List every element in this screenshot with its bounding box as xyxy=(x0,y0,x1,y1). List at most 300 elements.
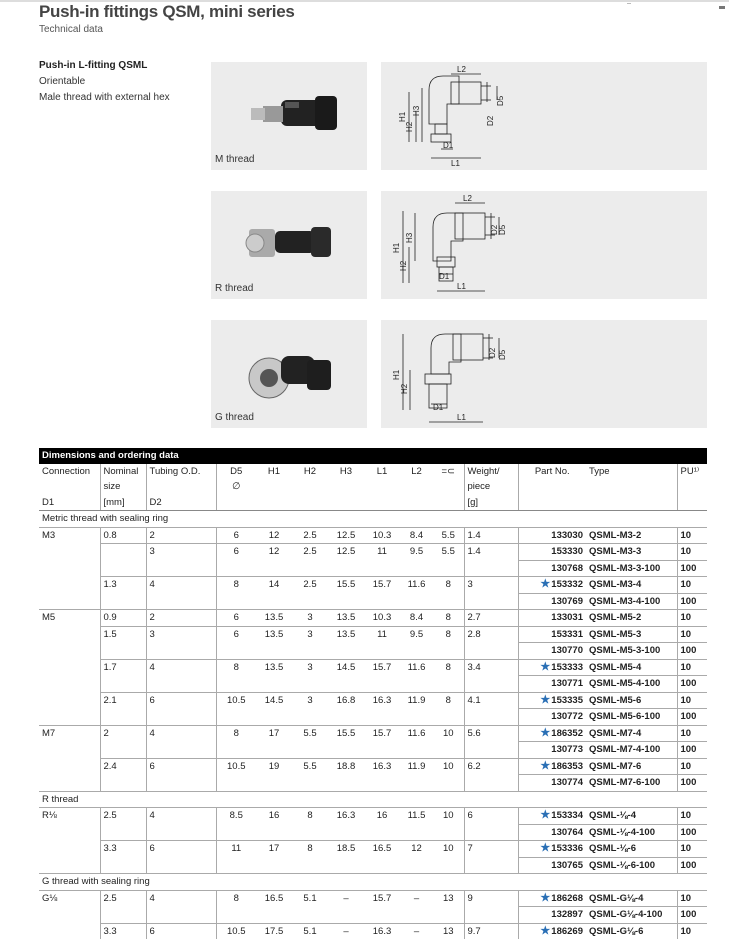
star-icon: ★ xyxy=(540,661,550,673)
cell-h1 xyxy=(256,907,292,924)
table-row xyxy=(39,676,707,693)
label-l1-g: L1 xyxy=(457,413,466,422)
cell-conn: G⅛ xyxy=(39,890,100,907)
table-row xyxy=(39,890,707,907)
label-h1-g: H1 xyxy=(392,369,401,380)
label-d2-g: D2 xyxy=(488,347,497,358)
cell-l2 xyxy=(400,742,433,759)
cell-part xyxy=(518,907,586,924)
cell-w: 8 xyxy=(433,692,464,709)
cell-l1: 11 xyxy=(364,626,400,643)
drawing-r-thread xyxy=(381,191,707,299)
cell-tub xyxy=(146,857,216,874)
cell-l2 xyxy=(400,907,433,924)
cell-tub xyxy=(146,593,216,610)
cell-h2: 2.5 xyxy=(292,577,328,594)
cell-l2 xyxy=(400,676,433,693)
cell-wt: 1.4 xyxy=(464,527,518,544)
th-nominal: Nominal xyxy=(100,464,146,480)
th-weight-3: [g] xyxy=(464,495,518,511)
cell-conn: M7 xyxy=(39,725,100,742)
cell-nom: 2.4 xyxy=(100,758,146,775)
cell-part xyxy=(518,709,586,726)
table-row xyxy=(39,560,707,577)
cell-conn xyxy=(39,560,100,577)
cell-l1 xyxy=(364,676,400,693)
cell-d5: 6 xyxy=(216,626,256,643)
cell-l1 xyxy=(364,742,400,759)
cell-type: QSML-M5-4-100 xyxy=(586,676,677,693)
cell-w: 8 xyxy=(433,626,464,643)
cell-conn xyxy=(39,544,100,561)
cell-part xyxy=(518,610,586,627)
cell-pu: 100 xyxy=(677,643,707,660)
cell-d5: 8 xyxy=(216,890,256,907)
cell-l2: 11.5 xyxy=(400,808,433,825)
cell-l1 xyxy=(364,709,400,726)
part-number: 130773 xyxy=(551,744,583,755)
cell-type: QSML-G⅛-4-100 xyxy=(586,907,677,924)
cell-h3: 16.3 xyxy=(328,808,364,825)
dimension-drawing-g xyxy=(381,320,707,428)
group-label: G thread with sealing ring xyxy=(39,874,707,891)
cell-wt xyxy=(464,560,518,577)
cell-h1: 13.5 xyxy=(256,610,292,627)
label-d2: D2 xyxy=(486,115,495,126)
cell-type: QSML-M7-6 xyxy=(586,758,677,775)
cell-h1: 16 xyxy=(256,808,292,825)
cell-conn xyxy=(39,841,100,858)
cell-h2: 5.5 xyxy=(292,725,328,742)
cell-h1: 12 xyxy=(256,527,292,544)
cell-pu: 10 xyxy=(677,758,707,775)
table-body xyxy=(39,511,707,939)
cell-h3: 13.5 xyxy=(328,610,364,627)
cell-tub: 2 xyxy=(146,527,216,544)
label-h1-r: H1 xyxy=(392,242,401,253)
cell-l1: 16.3 xyxy=(364,692,400,709)
table-row xyxy=(39,808,707,825)
cell-w xyxy=(433,824,464,841)
cell-l1 xyxy=(364,775,400,792)
th-nominal-3: [mm] xyxy=(100,495,146,511)
star-icon: ★ xyxy=(540,809,550,821)
cell-nom xyxy=(100,775,146,792)
cell-w: 8 xyxy=(433,610,464,627)
cell-w: 10 xyxy=(433,758,464,775)
cell-part xyxy=(518,544,586,561)
cell-l2: – xyxy=(400,923,433,939)
cell-type: QSML-⅛-4-100 xyxy=(586,824,677,841)
cell-w: 10 xyxy=(433,808,464,825)
cell-l2: 11.6 xyxy=(400,725,433,742)
cell-part xyxy=(518,527,586,544)
cell-d5: 10.5 xyxy=(216,692,256,709)
cell-wt: 7 xyxy=(464,841,518,858)
cell-l1: 15.7 xyxy=(364,659,400,676)
product-feature-2: Male thread with external hex xyxy=(39,92,170,103)
cell-h1 xyxy=(256,593,292,610)
cell-h2 xyxy=(292,676,328,693)
cell-h2: 3 xyxy=(292,692,328,709)
label-h3-r: H3 xyxy=(405,232,414,243)
cell-w: 8 xyxy=(433,659,464,676)
photo-r-thread xyxy=(211,191,367,299)
cell-pu: 10 xyxy=(677,527,707,544)
photo-g-thread xyxy=(211,320,367,428)
cell-conn xyxy=(39,692,100,709)
cell-conn xyxy=(39,923,100,939)
cell-d5 xyxy=(216,643,256,660)
cell-h2: 8 xyxy=(292,841,328,858)
cell-type: QSML-⅛-6-100 xyxy=(586,857,677,874)
cell-h3: 15.5 xyxy=(328,577,364,594)
part-number: 133030 xyxy=(551,530,583,541)
cell-nom xyxy=(100,643,146,660)
star-icon: ★ xyxy=(540,694,550,706)
cell-h3: 16.8 xyxy=(328,692,364,709)
cell-type: QSML-M7-4-100 xyxy=(586,742,677,759)
table-row xyxy=(39,857,707,874)
table-row xyxy=(39,626,707,643)
drawing-g-thread xyxy=(381,320,707,428)
cell-type: QSML-M3-4-100 xyxy=(586,593,677,610)
cell-h3 xyxy=(328,643,364,660)
cell-h2 xyxy=(292,593,328,610)
part-number: 153331 xyxy=(551,629,583,640)
star-icon: ★ xyxy=(540,925,550,937)
page-title: Push-in fittings QSM, mini series xyxy=(39,2,295,22)
cell-w: 10 xyxy=(433,841,464,858)
cell-l1: 16.5 xyxy=(364,841,400,858)
cell-pu: 100 xyxy=(677,709,707,726)
cell-part xyxy=(518,692,586,709)
cell-conn xyxy=(39,857,100,874)
cell-nom: 2.5 xyxy=(100,808,146,825)
cell-part xyxy=(518,659,586,676)
cell-pu: 100 xyxy=(677,824,707,841)
cell-l1: 10.3 xyxy=(364,610,400,627)
cell-tub xyxy=(146,824,216,841)
th-weight-2: piece xyxy=(464,479,518,495)
cell-wt xyxy=(464,907,518,924)
table-row xyxy=(39,659,707,676)
cell-conn xyxy=(39,593,100,610)
label-h2-r: H2 xyxy=(399,260,408,271)
table-row xyxy=(39,709,707,726)
cell-part xyxy=(518,725,586,742)
cell-h3: 12.5 xyxy=(328,527,364,544)
cell-h2 xyxy=(292,643,328,660)
cell-tub xyxy=(146,775,216,792)
cell-h1 xyxy=(256,857,292,874)
drawing-m-thread xyxy=(381,62,707,170)
cell-wt xyxy=(464,857,518,874)
cell-wt: 3 xyxy=(464,577,518,594)
cell-wt xyxy=(464,824,518,841)
part-number: 186268 xyxy=(551,893,583,904)
cell-nom: 3.3 xyxy=(100,923,146,939)
cell-type: QSML-M5-3-100 xyxy=(586,643,677,660)
th-connection-sub: D1 xyxy=(39,495,100,511)
cell-h1: 16.5 xyxy=(256,890,292,907)
cell-h1 xyxy=(256,824,292,841)
cell-part xyxy=(518,775,586,792)
cell-d5 xyxy=(216,857,256,874)
label-h1: H1 xyxy=(398,111,407,122)
cell-wt: 1.4 xyxy=(464,544,518,561)
cell-h2 xyxy=(292,560,328,577)
cell-pu: 100 xyxy=(677,775,707,792)
cell-nom xyxy=(100,907,146,924)
cell-h1: 13.5 xyxy=(256,659,292,676)
cell-l2 xyxy=(400,643,433,660)
cell-h1: 12 xyxy=(256,544,292,561)
th-d5: D5 xyxy=(216,464,256,480)
cell-part xyxy=(518,577,586,594)
cell-h3 xyxy=(328,907,364,924)
cell-tub: 3 xyxy=(146,544,216,561)
cell-d5: 11 xyxy=(216,841,256,858)
part-number: 153333 xyxy=(551,662,583,673)
cell-h3 xyxy=(328,857,364,874)
part-number: 130771 xyxy=(551,678,583,689)
cell-conn xyxy=(39,659,100,676)
cell-h2 xyxy=(292,709,328,726)
cell-d5: 6 xyxy=(216,527,256,544)
label-d1-g: D1 xyxy=(433,403,444,412)
cell-tub: 6 xyxy=(146,758,216,775)
label-h3: H3 xyxy=(412,105,421,116)
cell-d5: 8 xyxy=(216,577,256,594)
cell-conn xyxy=(39,824,100,841)
table-row xyxy=(39,577,707,594)
cell-l1 xyxy=(364,643,400,660)
table-row xyxy=(39,907,707,924)
cell-wt: 6 xyxy=(464,808,518,825)
cell-l2: 12 xyxy=(400,841,433,858)
table-row xyxy=(39,841,707,858)
cell-h3 xyxy=(328,593,364,610)
cell-h3 xyxy=(328,560,364,577)
cell-l2 xyxy=(400,593,433,610)
table-row xyxy=(39,692,707,709)
cell-tub xyxy=(146,676,216,693)
th-pu: PU¹⁾ xyxy=(677,464,707,480)
part-number: 186353 xyxy=(551,761,583,772)
cell-l2: 8.4 xyxy=(400,610,433,627)
cell-type: QSML-⅛-6 xyxy=(586,841,677,858)
cell-w: 13 xyxy=(433,890,464,907)
cell-w: 5.5 xyxy=(433,527,464,544)
table-row xyxy=(39,742,707,759)
cell-nom: 2.1 xyxy=(100,692,146,709)
cell-d5: 10.5 xyxy=(216,758,256,775)
cell-tub: 6 xyxy=(146,841,216,858)
cell-conn: R⅛ xyxy=(39,808,100,825)
cell-d5: 8 xyxy=(216,659,256,676)
part-number: 130768 xyxy=(551,563,583,574)
cell-conn xyxy=(39,742,100,759)
cell-nom xyxy=(100,857,146,874)
cell-nom: 1.3 xyxy=(100,577,146,594)
cell-d5 xyxy=(216,775,256,792)
cell-d5: 8 xyxy=(216,725,256,742)
cell-d5 xyxy=(216,709,256,726)
label-d1-r: D1 xyxy=(439,272,450,281)
part-number: 153334 xyxy=(551,810,583,821)
cell-l2 xyxy=(400,824,433,841)
cell-h1: 17 xyxy=(256,841,292,858)
cell-tub xyxy=(146,742,216,759)
cell-pu: 10 xyxy=(677,626,707,643)
cell-type: QSML-M3-4 xyxy=(586,577,677,594)
cell-h3 xyxy=(328,824,364,841)
cell-w: 5.5 xyxy=(433,544,464,561)
cell-h1 xyxy=(256,709,292,726)
cell-h2 xyxy=(292,907,328,924)
cell-nom xyxy=(100,560,146,577)
cell-h3 xyxy=(328,676,364,693)
cell-h3: 15.5 xyxy=(328,725,364,742)
star-icon: ★ xyxy=(540,892,550,904)
header-row-2 xyxy=(39,479,707,495)
cell-wt xyxy=(464,742,518,759)
th-type: Type xyxy=(586,464,677,480)
cell-conn xyxy=(39,626,100,643)
cell-nom xyxy=(100,709,146,726)
cell-pu: 10 xyxy=(677,841,707,858)
cell-type: QSML-M3-3-100 xyxy=(586,560,677,577)
cell-wt xyxy=(464,593,518,610)
cell-nom: 2.5 xyxy=(100,890,146,907)
cell-h2: 3 xyxy=(292,659,328,676)
cell-type: QSML-M3-3 xyxy=(586,544,677,561)
cell-h1 xyxy=(256,775,292,792)
label-l2-r: L2 xyxy=(463,194,472,203)
cell-d5: 8.5 xyxy=(216,808,256,825)
table-row xyxy=(39,527,707,544)
cell-conn: M3 xyxy=(39,527,100,544)
table-row xyxy=(39,593,707,610)
cell-type: QSML-M5-6-100 xyxy=(586,709,677,726)
cell-w xyxy=(433,709,464,726)
table-row xyxy=(39,824,707,841)
th-nominal-2: size xyxy=(100,479,146,495)
cell-part xyxy=(518,857,586,874)
label-d5: D5 xyxy=(496,95,505,106)
cell-tub xyxy=(146,560,216,577)
label-d1: D1 xyxy=(443,141,454,150)
dimension-drawing-r xyxy=(381,191,707,299)
cell-type: QSML-G⅛-6 xyxy=(586,923,677,939)
cell-h2: 3 xyxy=(292,610,328,627)
cell-tub xyxy=(146,643,216,660)
label-d5-r: D5 xyxy=(498,224,507,235)
cell-h2: 3 xyxy=(292,626,328,643)
cell-pu: 10 xyxy=(677,544,707,561)
cell-w xyxy=(433,643,464,660)
cell-d5 xyxy=(216,676,256,693)
cell-tub: 4 xyxy=(146,577,216,594)
part-number: 186269 xyxy=(551,926,583,937)
cell-pu: 100 xyxy=(677,560,707,577)
th-connection: Connection xyxy=(39,464,100,480)
table-caption: Dimensions and ordering data xyxy=(39,448,707,464)
cell-h2: 2.5 xyxy=(292,544,328,561)
th-tubing: Tubing O.D. xyxy=(146,464,216,480)
part-number: 133031 xyxy=(551,612,583,623)
cell-l2 xyxy=(400,560,433,577)
cell-h3: – xyxy=(328,890,364,907)
cell-type: QSML-M5-3 xyxy=(586,626,677,643)
cell-w xyxy=(433,907,464,924)
caption-r-thread: R thread xyxy=(215,283,253,294)
cell-tub: 2 xyxy=(146,610,216,627)
cell-h2: 5.5 xyxy=(292,758,328,775)
cell-l1: 15.7 xyxy=(364,577,400,594)
cell-h3: 12.5 xyxy=(328,544,364,561)
cell-part xyxy=(518,626,586,643)
cell-wt: 9.7 xyxy=(464,923,518,939)
th-h1: H1 xyxy=(256,464,292,480)
cell-type: QSML-⅛-4 xyxy=(586,808,677,825)
cell-part xyxy=(518,808,586,825)
cell-nom: 2 xyxy=(100,725,146,742)
cell-d5: 10.5 xyxy=(216,923,256,939)
dimensions-table xyxy=(39,448,707,939)
cell-l2: 11.6 xyxy=(400,659,433,676)
part-number: 130764 xyxy=(551,827,583,838)
cell-pu: 100 xyxy=(677,593,707,610)
label-l1-r: L1 xyxy=(457,282,466,291)
cell-part xyxy=(518,841,586,858)
cell-tub: 4 xyxy=(146,808,216,825)
table-row xyxy=(39,923,707,939)
cell-nom: 0.9 xyxy=(100,610,146,627)
cell-h2: 2.5 xyxy=(292,527,328,544)
cell-l1: 15.7 xyxy=(364,890,400,907)
cell-wt: 6.2 xyxy=(464,758,518,775)
part-number: 130769 xyxy=(551,596,583,607)
cell-type: QSML-M5-2 xyxy=(586,610,677,627)
cell-h2: 5.1 xyxy=(292,890,328,907)
cell-w xyxy=(433,742,464,759)
cell-l2: 11.9 xyxy=(400,758,433,775)
cell-h1: 19 xyxy=(256,758,292,775)
caption-m-thread: M thread xyxy=(215,154,254,165)
part-number: 186352 xyxy=(551,728,583,739)
table-caption-row xyxy=(39,448,707,464)
cell-nom xyxy=(100,742,146,759)
cell-nom xyxy=(100,824,146,841)
cell-wt xyxy=(464,676,518,693)
cell-conn xyxy=(39,709,100,726)
cell-d5 xyxy=(216,907,256,924)
cell-h1 xyxy=(256,742,292,759)
cell-h2 xyxy=(292,824,328,841)
cell-d5 xyxy=(216,824,256,841)
cell-l1: 16.3 xyxy=(364,758,400,775)
cell-wt xyxy=(464,709,518,726)
cell-d5 xyxy=(216,593,256,610)
table-row xyxy=(39,725,707,742)
cell-h1 xyxy=(256,643,292,660)
cell-h1: 17 xyxy=(256,725,292,742)
cell-pu: 10 xyxy=(677,808,707,825)
cell-w: 8 xyxy=(433,577,464,594)
star-icon: ★ xyxy=(540,760,550,772)
